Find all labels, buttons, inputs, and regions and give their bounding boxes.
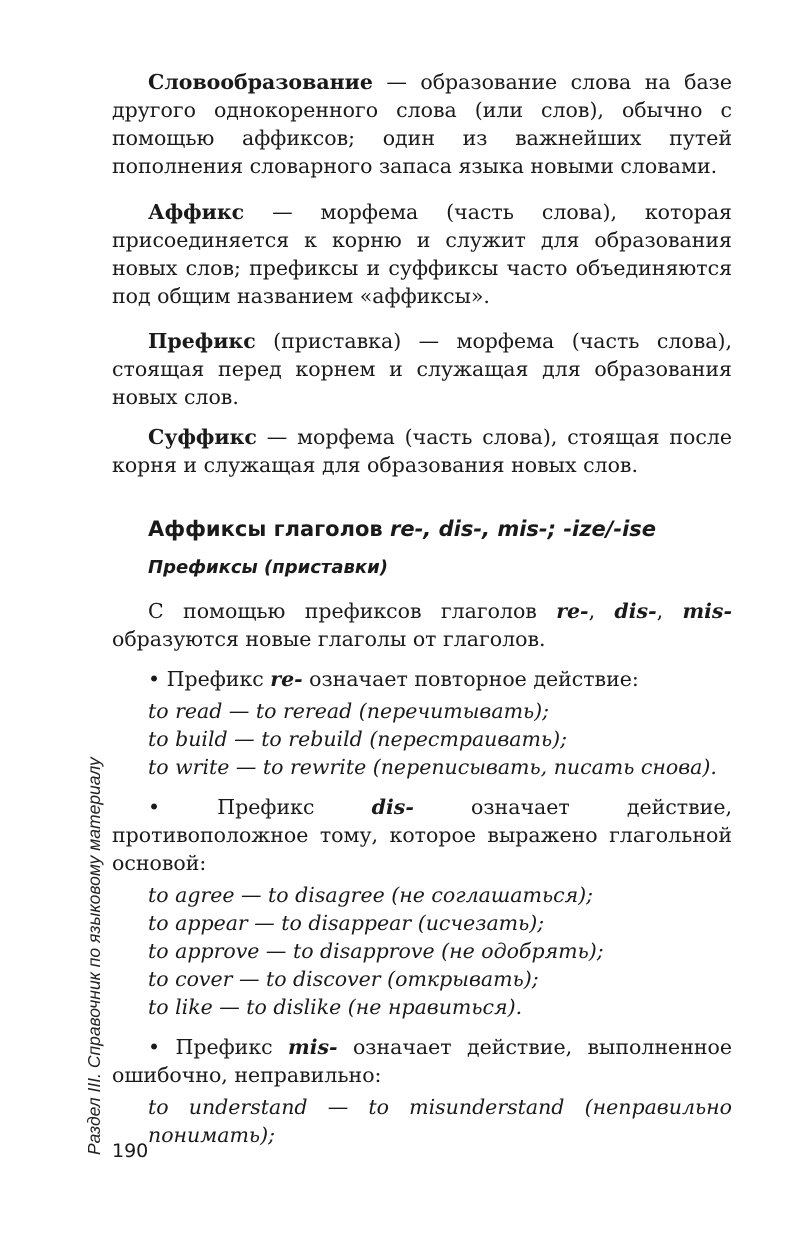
separator: , bbox=[588, 599, 615, 623]
definition-text: — морфема (часть слова), которая присоединяется к корню и служит для образования новых слов; префиксы и суффиксы часто объединяются под общим названием «аффиксы». bbox=[112, 200, 732, 308]
intro-text: С помощью префиксов глаголов bbox=[148, 599, 557, 623]
example-ru: (исчезать); bbox=[417, 911, 545, 935]
example-line bbox=[112, 753, 732, 781]
prefix-dis: dis- bbox=[371, 795, 414, 819]
examples-dis bbox=[112, 881, 732, 1021]
bullet-text: означает действие, противоположное тому, которое выражено глагольной основой: bbox=[112, 795, 732, 875]
prefix-section bbox=[112, 597, 732, 1149]
example-line bbox=[112, 881, 732, 909]
section-heading bbox=[148, 517, 656, 541]
example-ru: (не одобрять); bbox=[441, 939, 604, 963]
prefix-dis: dis- bbox=[614, 599, 657, 623]
example-en: to read — to reread bbox=[148, 699, 353, 723]
example-line bbox=[112, 725, 732, 753]
example-ru: (неправильно понимать); bbox=[148, 1095, 732, 1147]
bullet-mis bbox=[112, 1033, 732, 1089]
definition-text: — морфема (часть слова), стоящая после корня и служащая для образования новых слов. bbox=[112, 425, 732, 477]
examples-re bbox=[112, 697, 732, 781]
bullet-lead: • Префикс bbox=[148, 1035, 289, 1059]
intro-paragraph bbox=[112, 597, 732, 653]
example-line bbox=[112, 909, 732, 937]
definition-suffix bbox=[112, 423, 732, 479]
definition-word-formation bbox=[112, 68, 732, 180]
separator: , bbox=[656, 599, 683, 623]
intro-text-end: образуются новые глаголы от глаголов. bbox=[112, 627, 546, 651]
heading-affixes: re-, dis-, mis-; -ize/-ise bbox=[389, 517, 657, 541]
section-side-label: Раздел III. Справочник по языковому материалу bbox=[84, 757, 104, 1155]
bullet-lead: • Префикс bbox=[148, 795, 372, 819]
term-affix: Аффикс bbox=[148, 200, 245, 224]
definition-prefix bbox=[112, 327, 732, 411]
example-en: to agree — to disagree bbox=[148, 883, 385, 907]
example-en: to approve — to disapprove bbox=[148, 939, 435, 963]
bullet-re bbox=[112, 665, 732, 693]
example-mis bbox=[112, 1093, 732, 1149]
term-word-formation: Словообразование bbox=[148, 70, 373, 94]
example-en: to write — to rewrite bbox=[148, 755, 367, 779]
example-ru: (открывать); bbox=[387, 967, 539, 991]
bullet-lead: • Префикс bbox=[148, 667, 271, 691]
subsection-heading: Префиксы (приставки) bbox=[148, 557, 388, 578]
example-ru: (перечитывать); bbox=[358, 699, 550, 723]
example-en: to build — to rebuild bbox=[148, 727, 363, 751]
page-number: 190 bbox=[112, 1140, 149, 1162]
example-line bbox=[112, 697, 732, 725]
definition-text: — образование слова на базе другого однокоренного слова (или слов), обычно с помощью аффиксов; один из важнейших путей пополнения словарного запаса языка новыми словами. bbox=[112, 70, 732, 178]
bullet-text: означает повторное действие: bbox=[302, 667, 639, 691]
definition-text: (приставка) — морфема (часть слова), стоящая перед корнем и служащая для образования новых слов. bbox=[112, 329, 732, 409]
heading-lead: Аффиксы глаголов bbox=[148, 517, 390, 541]
example-line bbox=[112, 993, 732, 1021]
example-en: to cover — to discover bbox=[148, 967, 381, 991]
bullet-text: означает действие, выполненное ошибочно, неправильно: bbox=[112, 1035, 732, 1087]
example-en: to appear — to disappear bbox=[148, 911, 412, 935]
prefix-mis: mis- bbox=[682, 599, 732, 623]
example-line bbox=[112, 965, 732, 993]
term-suffix: Суффикс bbox=[148, 425, 257, 449]
example-ru: (переписывать, писать снова). bbox=[372, 755, 717, 779]
prefix-re: re- bbox=[556, 599, 589, 623]
prefix-mis: mis- bbox=[288, 1035, 338, 1059]
bullet-dis bbox=[112, 793, 732, 877]
example-ru: (не нравиться). bbox=[347, 995, 523, 1019]
definitions-block bbox=[112, 68, 732, 180]
definitions-block-3 bbox=[112, 327, 732, 411]
definitions-block-2 bbox=[112, 198, 732, 310]
example-ru: (перестраивать); bbox=[369, 727, 568, 751]
term-prefix: Префикс bbox=[148, 329, 256, 353]
example-ru: (не соглашаться); bbox=[391, 883, 594, 907]
definitions-block-4 bbox=[112, 423, 732, 479]
example-en: to understand — to misunderstand bbox=[148, 1095, 565, 1119]
example-en: to like — to dislike bbox=[148, 995, 342, 1019]
prefix-re: re- bbox=[270, 667, 303, 691]
example-line bbox=[112, 937, 732, 965]
definition-affix bbox=[112, 198, 732, 310]
